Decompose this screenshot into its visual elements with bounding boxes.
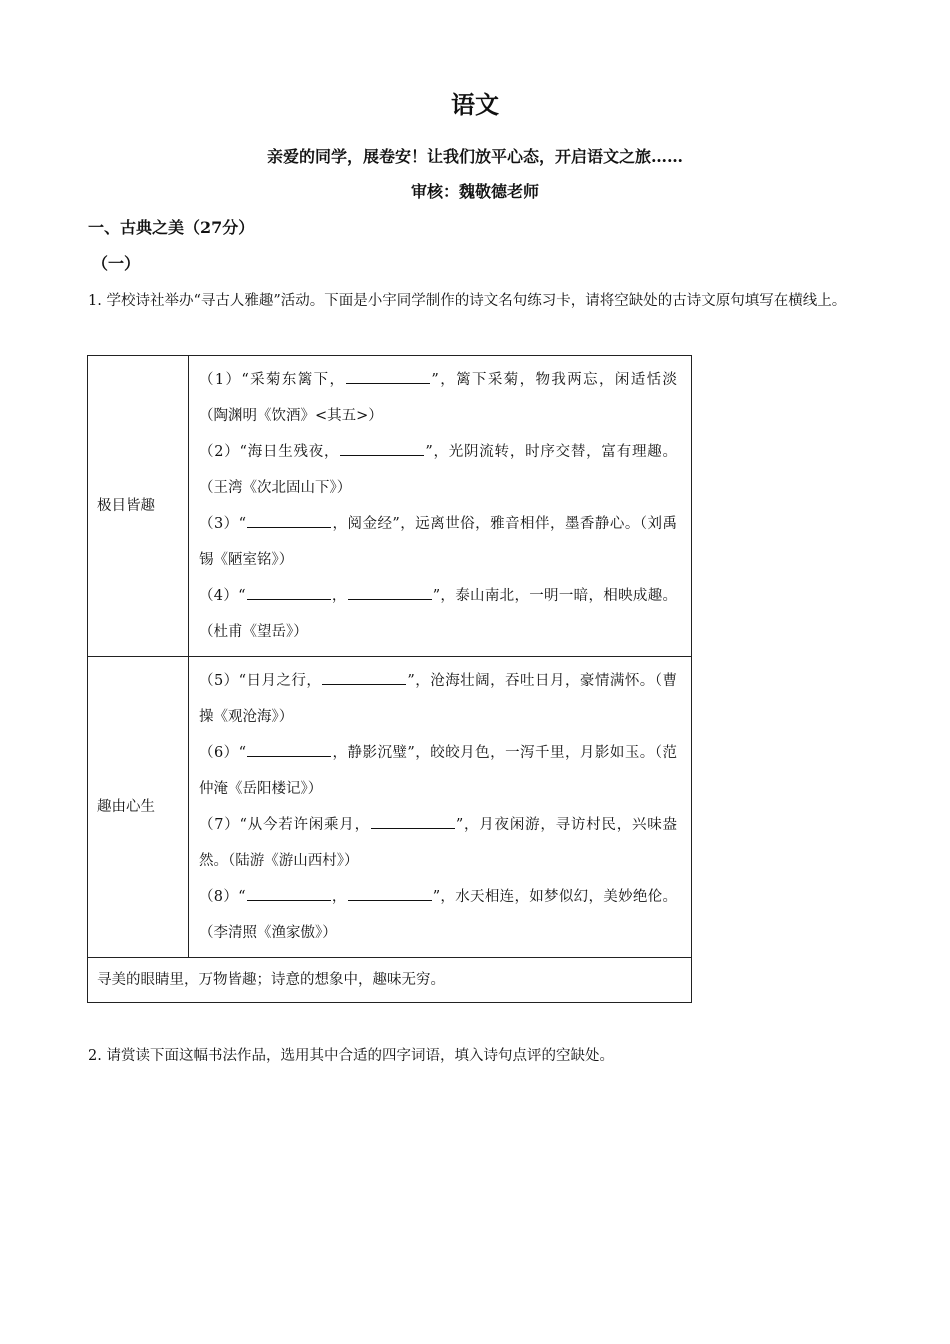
card-footer: 寻美的眼睛里，万物皆趣；诗意的想象中，趣味无穷。 [88,958,692,1003]
question-1-text: 1. 学校诗社举办“寻古人雅趣”活动。下面是小宇同学制作的诗文名句练习卡，请将空缺处的古诗文原句填写在横线上。 [88,293,847,309]
practice-card-table [87,355,692,1003]
answer-blank[interactable] [247,513,331,528]
part-heading: （一） [92,254,141,273]
list-item: （8）“ ， ”，水天相连，如梦似幻，美妙绝伦。（李清照《渔家傲》） [199,879,677,951]
answer-blank[interactable] [371,814,455,829]
group-label: 趣由心生 [88,657,189,958]
list-item: （5）“日月之行， ”，沧海壮阔，吞吐日月，豪情满怀。（曹操《观沧海》） [199,663,677,735]
answer-blank[interactable] [348,886,432,901]
list-item: （3）“ ，阅金经”，远离世俗，雅音相伴，墨香静心。（刘禹锡《陋室铭》） [199,506,677,578]
list-item: （1）“采菊东篱下， ”，篱下采菊，物我两忘，闲适恬淡 （陶渊明《饮酒》<其五>） [199,362,677,434]
reviewer-line: 审核：魏敬德老师 [410,182,539,201]
page-title: 语文 [451,90,499,119]
answer-blank[interactable] [322,670,406,685]
answer-blank[interactable] [348,585,432,600]
list-item: （2）“海日生残夜， ”，光阴流转，时序交替，富有理趣。（王湾《次北固山下》） [199,434,677,506]
answer-blank[interactable] [340,441,424,456]
answer-blank[interactable] [247,742,331,757]
answer-blank[interactable] [247,886,331,901]
list-item: （4）“ ， ”，泰山南北，一明一暗，相映成趣。（杜甫《望岳》） [199,578,677,650]
table-row [88,356,692,657]
answer-blank[interactable] [247,585,331,600]
greeting-line: 亲爱的同学，展卷安！让我们放平心态，开启语文之旅…… [266,147,683,166]
list-item: （6）“ ，静影沉璧”，皎皎月色，一泻千里，月影如玉。（范仲淹《岳阳楼记》） [199,735,677,807]
table-row [88,958,692,1003]
list-item: （7）“从今若许闲乘月， ”，月夜闲游，寻访村民，兴味盎然。（陆游《游山西村》） [199,807,677,879]
question-2-text: 2. 请赏读下面这幅书法作品，选用其中合适的四字词语，填入诗句点评的空缺处。 [88,1048,614,1064]
answer-blank[interactable] [346,369,430,384]
group-content [189,657,692,958]
section-heading: 一、古典之美（27分） [88,218,255,237]
table-row [88,657,692,958]
group-label: 极目皆趣 [88,356,189,657]
group-content [189,356,692,657]
